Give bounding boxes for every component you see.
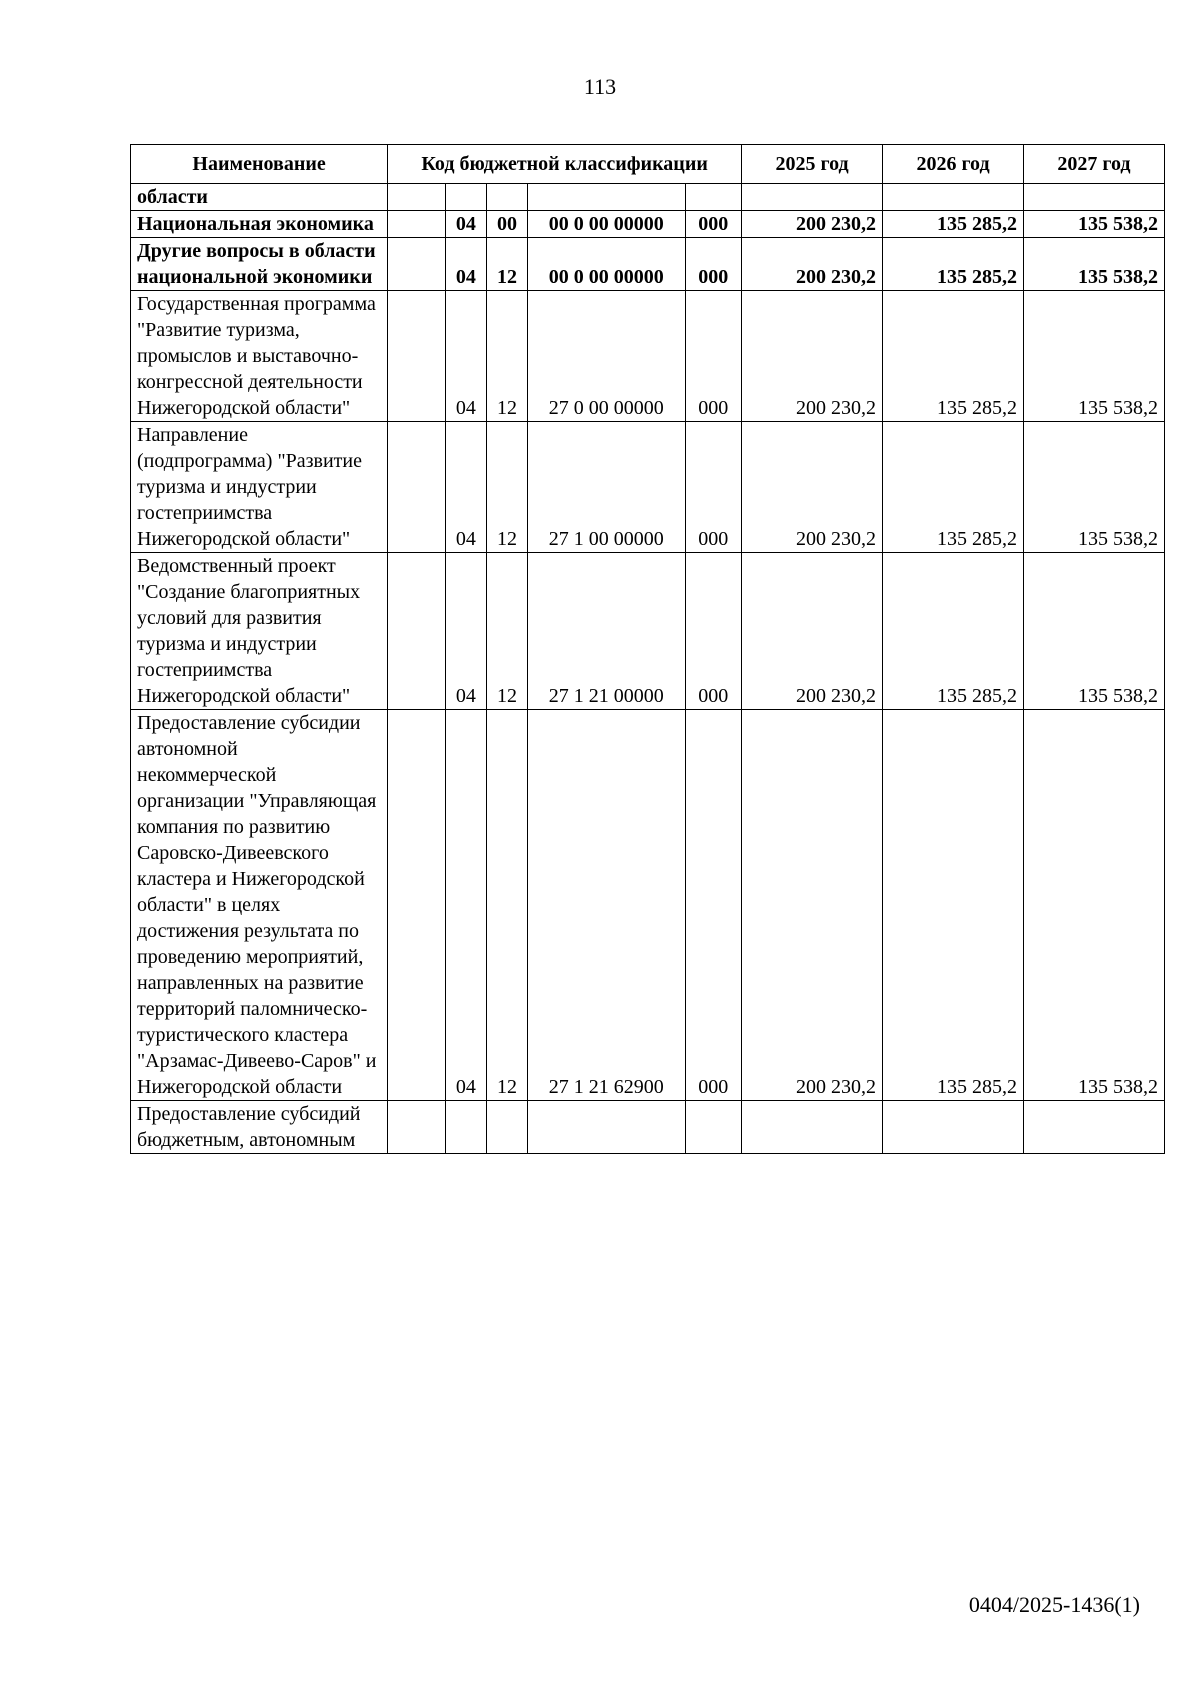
table-header-row: [131, 145, 1165, 184]
row-code-1: [388, 553, 446, 710]
row-name: Предоставление субсидии автономной некоммерческой организации "Управляющая компания по развитию Саровско-Дивеевского кластера и Нижегородской области" в целях достижения результата по проведению мероприятий, направленных на развитие территорий паломническо-туристического кластера "Арзамас-Дивеево-Саров" и Нижегородской области: [131, 710, 388, 1101]
row-code-2: 04: [445, 710, 486, 1101]
row-code-4: 27 1 21 00000: [528, 553, 685, 710]
header-2025: 2025 год: [742, 145, 883, 184]
row-value-2026: 135 285,2: [883, 211, 1024, 238]
row-value-2026: [883, 1101, 1024, 1154]
row-code-4: 27 1 00 00000: [528, 422, 685, 553]
row-code-1: [388, 710, 446, 1101]
header-name: Наименование: [131, 145, 388, 184]
row-value-2026: 135 285,2: [883, 422, 1024, 553]
row-code-2: 04: [445, 238, 486, 291]
row-value-2027: 135 538,2: [1023, 291, 1164, 422]
row-value-2025: 200 230,2: [742, 238, 883, 291]
header-2027: 2027 год: [1023, 145, 1164, 184]
row-code-4: [528, 184, 685, 211]
row-code-2: [445, 1101, 486, 1154]
budget-table: [130, 144, 1165, 1154]
row-code-2: 04: [445, 553, 486, 710]
row-code-4: [528, 1101, 685, 1154]
row-name: Ведомственный проект "Создание благоприятных условий для развития туризма и индустрии гостеприимства Нижегородской области": [131, 553, 388, 710]
row-value-2025: 200 230,2: [742, 710, 883, 1101]
document-number: 0404/2025-1436(1): [968, 1592, 1140, 1617]
row-name: Направление (подпрограмма) "Развитие туризма и индустрии гостеприимства Нижегородской области": [131, 422, 388, 553]
row-code-5: [685, 184, 742, 211]
row-value-2025: 200 230,2: [742, 211, 883, 238]
row-name: Национальная экономика: [131, 211, 388, 238]
row-code-4: 00 0 00 00000: [528, 238, 685, 291]
row-value-2027: 135 538,2: [1023, 238, 1164, 291]
row-value-2025: 200 230,2: [742, 553, 883, 710]
table-row: [131, 1101, 1165, 1154]
row-code-5: 000: [685, 211, 742, 238]
row-value-2026: 135 285,2: [883, 238, 1024, 291]
row-code-2: [445, 184, 486, 211]
row-value-2027: 135 538,2: [1023, 422, 1164, 553]
row-code-3: 12: [486, 291, 527, 422]
row-code-1: [388, 238, 446, 291]
table-row: [131, 211, 1165, 238]
row-value-2027: 135 538,2: [1023, 553, 1164, 710]
row-name: Предоставление субсидий бюджетным, автономным: [131, 1101, 388, 1154]
row-code-5: 000: [685, 238, 742, 291]
row-code-3: 12: [486, 238, 527, 291]
row-code-1: [388, 184, 446, 211]
header-2026: 2026 год: [883, 145, 1024, 184]
row-value-2026: [883, 184, 1024, 211]
table-row: [131, 291, 1165, 422]
row-value-2025: [742, 184, 883, 211]
row-code-2: 04: [445, 291, 486, 422]
row-code-3: 12: [486, 710, 527, 1101]
row-code-4: 27 0 00 00000: [528, 291, 685, 422]
row-value-2025: 200 230,2: [742, 291, 883, 422]
row-code-3: 12: [486, 422, 527, 553]
row-code-4: 00 0 00 00000: [528, 211, 685, 238]
row-value-2027: 135 538,2: [1023, 211, 1164, 238]
row-code-5: 000: [685, 422, 742, 553]
row-code-1: [388, 211, 446, 238]
table-row: [131, 422, 1165, 553]
row-value-2025: [742, 1101, 883, 1154]
page-number: 113: [583, 74, 617, 99]
row-value-2025: 200 230,2: [742, 422, 883, 553]
row-name: Другие вопросы в области национальной экономики: [131, 238, 388, 291]
row-code-5: 000: [685, 553, 742, 710]
table-row: [131, 553, 1165, 710]
row-name: Государственная программа "Развитие туризма, промыслов и выставочно-конгрессной деятельности Нижегородской области": [131, 291, 388, 422]
row-code-5: 000: [685, 291, 742, 422]
row-code-1: [388, 422, 446, 553]
table-row: [131, 238, 1165, 291]
table-row: [131, 710, 1165, 1101]
header-code: Код бюджетной классификации: [388, 145, 742, 184]
row-value-2027: [1023, 184, 1164, 211]
row-code-1: [388, 1101, 446, 1154]
row-code-3: [486, 1101, 527, 1154]
row-name: области: [131, 184, 388, 211]
row-code-5: 000: [685, 710, 742, 1101]
row-code-2: 04: [445, 422, 486, 553]
row-value-2026: 135 285,2: [883, 553, 1024, 710]
row-code-3: 12: [486, 553, 527, 710]
row-code-4: 27 1 21 62900: [528, 710, 685, 1101]
row-value-2027: 135 538,2: [1023, 710, 1164, 1101]
row-value-2026: 135 285,2: [883, 291, 1024, 422]
row-code-2: 04: [445, 211, 486, 238]
row-code-3: 00: [486, 211, 527, 238]
row-code-5: [685, 1101, 742, 1154]
table-row: [131, 184, 1165, 211]
row-code-3: [486, 184, 527, 211]
row-value-2026: 135 285,2: [883, 710, 1024, 1101]
row-value-2027: [1023, 1101, 1164, 1154]
row-code-1: [388, 291, 446, 422]
